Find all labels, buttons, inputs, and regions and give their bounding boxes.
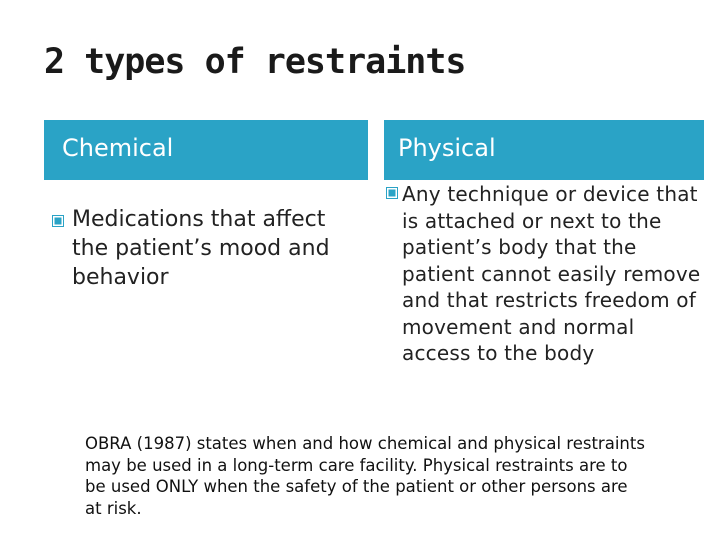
obra-note: OBRA (1987) states when and how chemical and physical restraints may be used in a long-term care facility. Physical restraints are to be used ONLY when the safety of the patient or other persons are at risk. bbox=[85, 434, 645, 518]
physical-column-header bbox=[384, 120, 704, 180]
physical-bullet-text: Any technique or device that is attached or next to the patient’s body that the patient cannot easily remove and that restricts freedom of movement and normal access to the body bbox=[402, 182, 701, 365]
chemical-bullet-text: Medications that affect the patient’s mood and behavior bbox=[72, 207, 330, 290]
physical-header-label: Physical bbox=[398, 134, 496, 162]
chemical-header-label: Chemical bbox=[62, 134, 174, 162]
bullet-square-icon bbox=[52, 215, 64, 227]
slide-title: 2 types of restraints bbox=[44, 42, 466, 82]
chemical-column-header bbox=[44, 120, 368, 180]
chemical-bullet-item bbox=[44, 205, 354, 292]
bullet-square-icon bbox=[386, 187, 398, 199]
physical-bullet-item bbox=[384, 181, 702, 367]
